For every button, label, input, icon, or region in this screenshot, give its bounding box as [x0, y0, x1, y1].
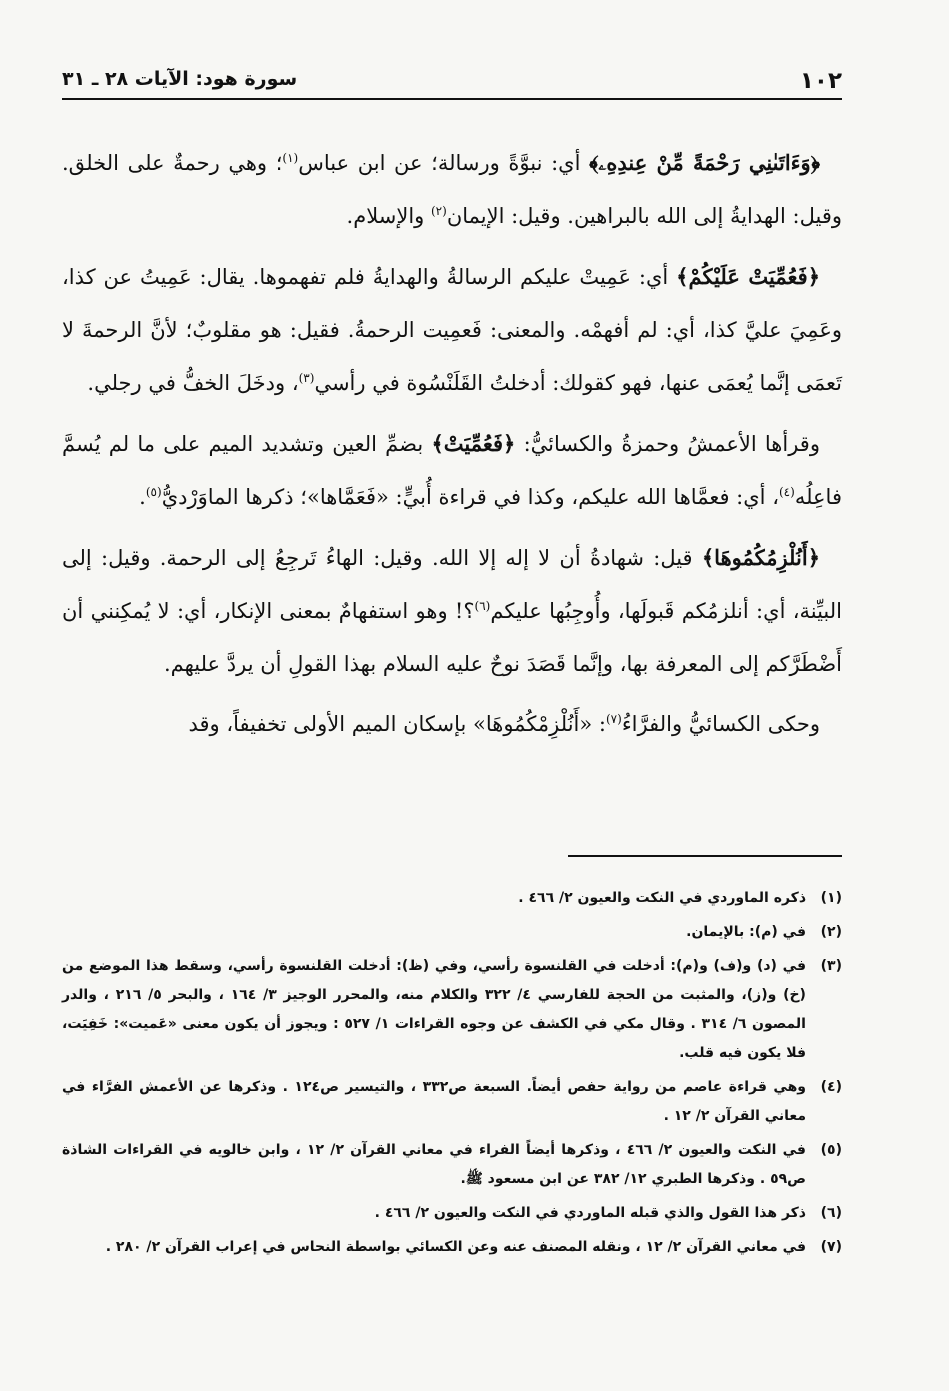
- quran-quote: ﴿وَءَاتَىٰنِي رَحْمَةً مِّنْ عِندِهِۦ﴾: [589, 150, 820, 175]
- footnote: [62, 1136, 842, 1194]
- footnote-ref: (٧): [605, 712, 622, 726]
- footnote-ref: (٥): [145, 485, 162, 499]
- footnote-number: (١): [820, 890, 842, 906]
- text-segment: ؛ وهي رحمةٌ على الخلق. وقيل: الهدايةُ إلى الله بالبراهين. وقيل: الإيمان: [62, 151, 842, 228]
- footnote-ref: (٢): [430, 204, 447, 218]
- footnote-number: (٢): [820, 924, 842, 940]
- footnote-ref: (٤): [778, 485, 795, 499]
- footnote-ref: (٦): [474, 599, 491, 613]
- footnote-text: ذكره الماوردي في النكت والعيون ٢/ ٤٦٦ .: [518, 890, 806, 906]
- footnote: [62, 884, 842, 913]
- text-segment: أي: نبوَّةً ورسالة؛ عن ابن عباس: [298, 151, 590, 175]
- paragraph: [62, 698, 842, 751]
- footnote: [62, 952, 842, 1068]
- text-segment: أي: عَمِيتْ عليكم الرسالةُ والهدايةُ فلم تفهموها. يقال: عَمِيتُ عن كذا، وعَمِيَ عليَّ كذا، أي: لم أفهمْه. والمعنى: فَعمِيت الرحمةُ. فقيل: هو مقلوبٌ؛ لأنَّ الرحمةَ لا تَعمَى إنَّما يُعمَى عنها، فهو كقولك: أدخلتُ القَلَنْسُوة في رأسي: [62, 265, 842, 395]
- text-segment: .: [139, 485, 146, 509]
- footnote-text: في معاني القرآن ٢/ ١٢ ، ونقله المصنف عنه وعن الكسائي بواسطة النحاس في إعراب القرآن ٢/ ٢٨٠ .: [105, 1239, 806, 1255]
- quran-quote: ﴿فَعُمِّيَتْ﴾: [431, 431, 516, 456]
- paragraph: [62, 250, 842, 410]
- text-segment: وقرأها الأعمشُ وحمزةُ والكسائيُّ:: [515, 432, 820, 456]
- running-title: سورة هود: الآيات ٢٨ ـ ٣١: [62, 68, 298, 90]
- paragraph: [62, 531, 842, 691]
- footnote-text: في (د) و(ف) و(م): أدخلت في القلنسوة رأسي، وفي (ظ): أدخلت القلنسوة رأسي، وسقط هذا الموضع من (خ) و(ز)، والمثبت من الحجة للفارسي ٤/ ٣٢٢ والكلام منه، والمحرر الوجيز ٣/ ١٦٤ ، والبحر ٥/ ٢١٦ ، والدر المصون ٦/ ٣١٤ . وقال مكي في الكشف عن وجوه القراءات ١/ ٥٢٧ : ويجوز أن يكون معنى «عَميت»: خَفِيَت، فلا يكون فيه قلب.: [62, 958, 806, 1061]
- text-segment: قيل: شهادةُ أن لا إله إلا الله. وقيل: الهاءُ تَرجِعُ إلى الرحمة. وقيل: إلى البيِّنة، أي: أنلزمُكم قَبولَها، وأُوجِبُها عليكم: [62, 546, 842, 623]
- text-segment: ، أي: فعمَّاها الله عليكم، وكذا في قراءة أُبيٍّ: «فَعَمَّاها»؛ ذكرها الماوَرْديُّ: [161, 485, 779, 509]
- page-number: ١٠٢: [799, 68, 842, 94]
- footnote-number: (٤): [820, 1079, 842, 1095]
- footnote-number: (٦): [820, 1205, 842, 1221]
- footnote-number: (٧): [820, 1239, 842, 1255]
- text-segment: ، ودخَلَ الخفُّ في رجلي.: [87, 371, 299, 395]
- footnote-separator: [568, 855, 842, 857]
- quran-quote: ﴿أَنُلْزِمُكُمُوهَا﴾: [701, 545, 820, 570]
- footnote-text: وهي قراءة عاصم من رواية حفص أيضاً. السبعة ص٣٣٢ ، والتيسير ص١٢٤ . وذكرها عن الأعمش الفرَّاء في معاني القرآن ٢/ ١٢ .: [62, 1079, 806, 1124]
- text-segment: بضمِّ العين وتشديد الميم على ما لم يُسمَّ فاعِلُه: [62, 432, 842, 509]
- paragraph: [62, 417, 842, 524]
- footnote-text: في (م): بالإيمان.: [686, 924, 806, 940]
- text-segment: : «أَنُلْزِمْكُمُوهَا» بإسكان الميم الأولى تخفيفاً، وقد: [188, 712, 606, 736]
- paragraph: [62, 136, 842, 243]
- text-segment: وحكى الكسائيُّ والفرَّاءُ: [621, 712, 820, 736]
- main-text: [62, 136, 842, 751]
- footnotes: [62, 884, 842, 1267]
- footnote: [62, 918, 842, 947]
- text-segment: والإسلام.: [346, 204, 431, 228]
- footnote: [62, 1233, 842, 1262]
- page-header: [62, 62, 842, 100]
- footnote-ref: (١): [282, 151, 299, 165]
- footnote-text: في النكت والعيون ٢/ ٤٦٦ ، وذكرها أيضاً الفراء في معاني القرآن ٢/ ١٢ ، وابن خالويه في القراءات الشاذة ص٥٩ . وذكرها الطبري ١٢/ ٣٨٢ عن ابن مسعود ﷺ.: [62, 1142, 806, 1187]
- footnote-number: (٣): [820, 958, 842, 974]
- footnote-ref: (٣): [298, 371, 315, 385]
- footnote-text: ذكر هذا القول والذي قبله الماوردي في النكت والعيون ٢/ ٤٦٦ .: [374, 1205, 806, 1221]
- footnote: [62, 1073, 842, 1131]
- footnote-number: (٥): [820, 1142, 842, 1158]
- text-segment: ؟! وهو استفهامٌ بمعنى الإنكار، أي: لا يُمكِنني أن أَضْطَرَّكم إلى المعرفة بها، وإنَّما قَصَدَ نوحٌ عليه السلام بهذا القولِ أن يردَّ عليهم.: [62, 599, 842, 676]
- footnote: [62, 1199, 842, 1228]
- quran-quote: ﴿فَعُمِّيَتْ عَلَيْكُمْ﴾: [676, 264, 820, 289]
